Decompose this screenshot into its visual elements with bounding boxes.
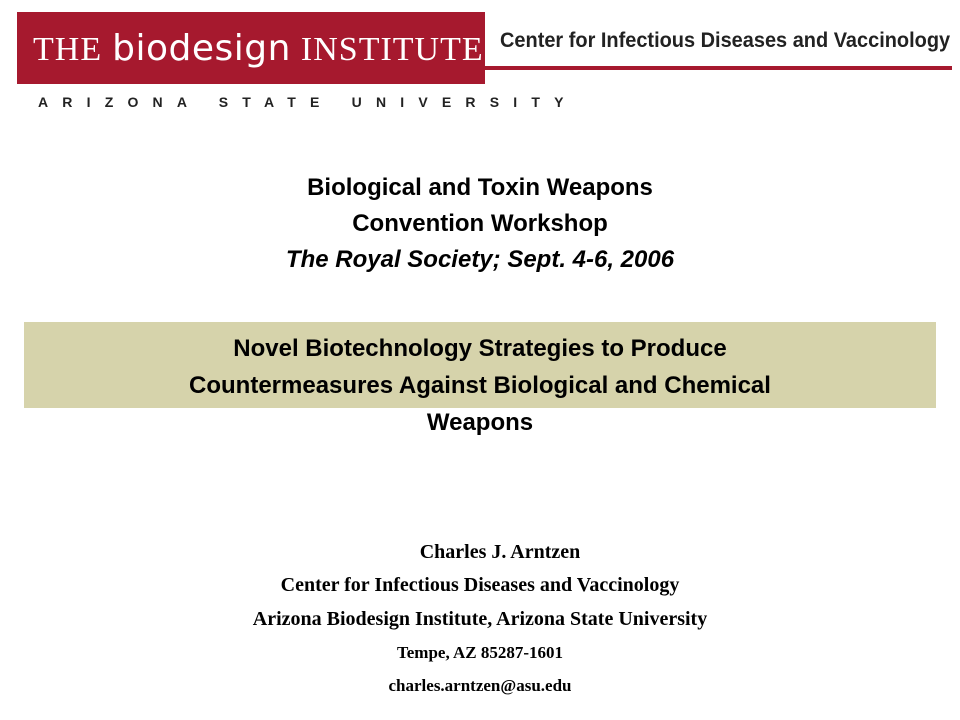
author-center: Center for Infectious Diseases and Vaccinology — [280, 574, 680, 596]
workshop-title — [0, 170, 960, 278]
author-name: Charles J. Arntzen — [419, 541, 581, 563]
slide-header — [0, 0, 960, 120]
logo-biodesign: biodesign — [112, 27, 291, 69]
workshop-venue-date: The Royal Society; Sept. 4-6, 2006 — [285, 246, 675, 273]
talk-title-line-1: Novel Biotechnology Strategies to Produce — [233, 335, 727, 362]
biodesign-institute-logo — [17, 12, 485, 84]
header-divider-line — [485, 66, 952, 70]
header-center-name: Center for Infectious Diseases and Vaccinology — [500, 29, 951, 52]
logo-the: THE — [33, 30, 103, 68]
workshop-line-2: Convention Workshop — [352, 210, 608, 237]
university-name: ARIZONA STATE UNIVERSITY — [38, 94, 578, 110]
author-address: Tempe, AZ 85287-1601 — [396, 643, 564, 662]
author-institution: Arizona Biodesign Institute, Arizona State University — [252, 608, 708, 630]
author-email[interactable]: charles.arntzen@asu.edu — [388, 676, 572, 695]
logo-wordmark — [33, 28, 484, 69]
logo-institute: INSTITUTE — [300, 30, 484, 68]
talk-title — [0, 330, 960, 441]
talk-title-line-2: Countermeasures Against Biological and Chemical — [189, 372, 771, 399]
talk-title-line-3: Weapons — [426, 409, 534, 436]
workshop-line-1: Biological and Toxin Weapons — [307, 174, 653, 201]
author-info — [0, 536, 960, 702]
